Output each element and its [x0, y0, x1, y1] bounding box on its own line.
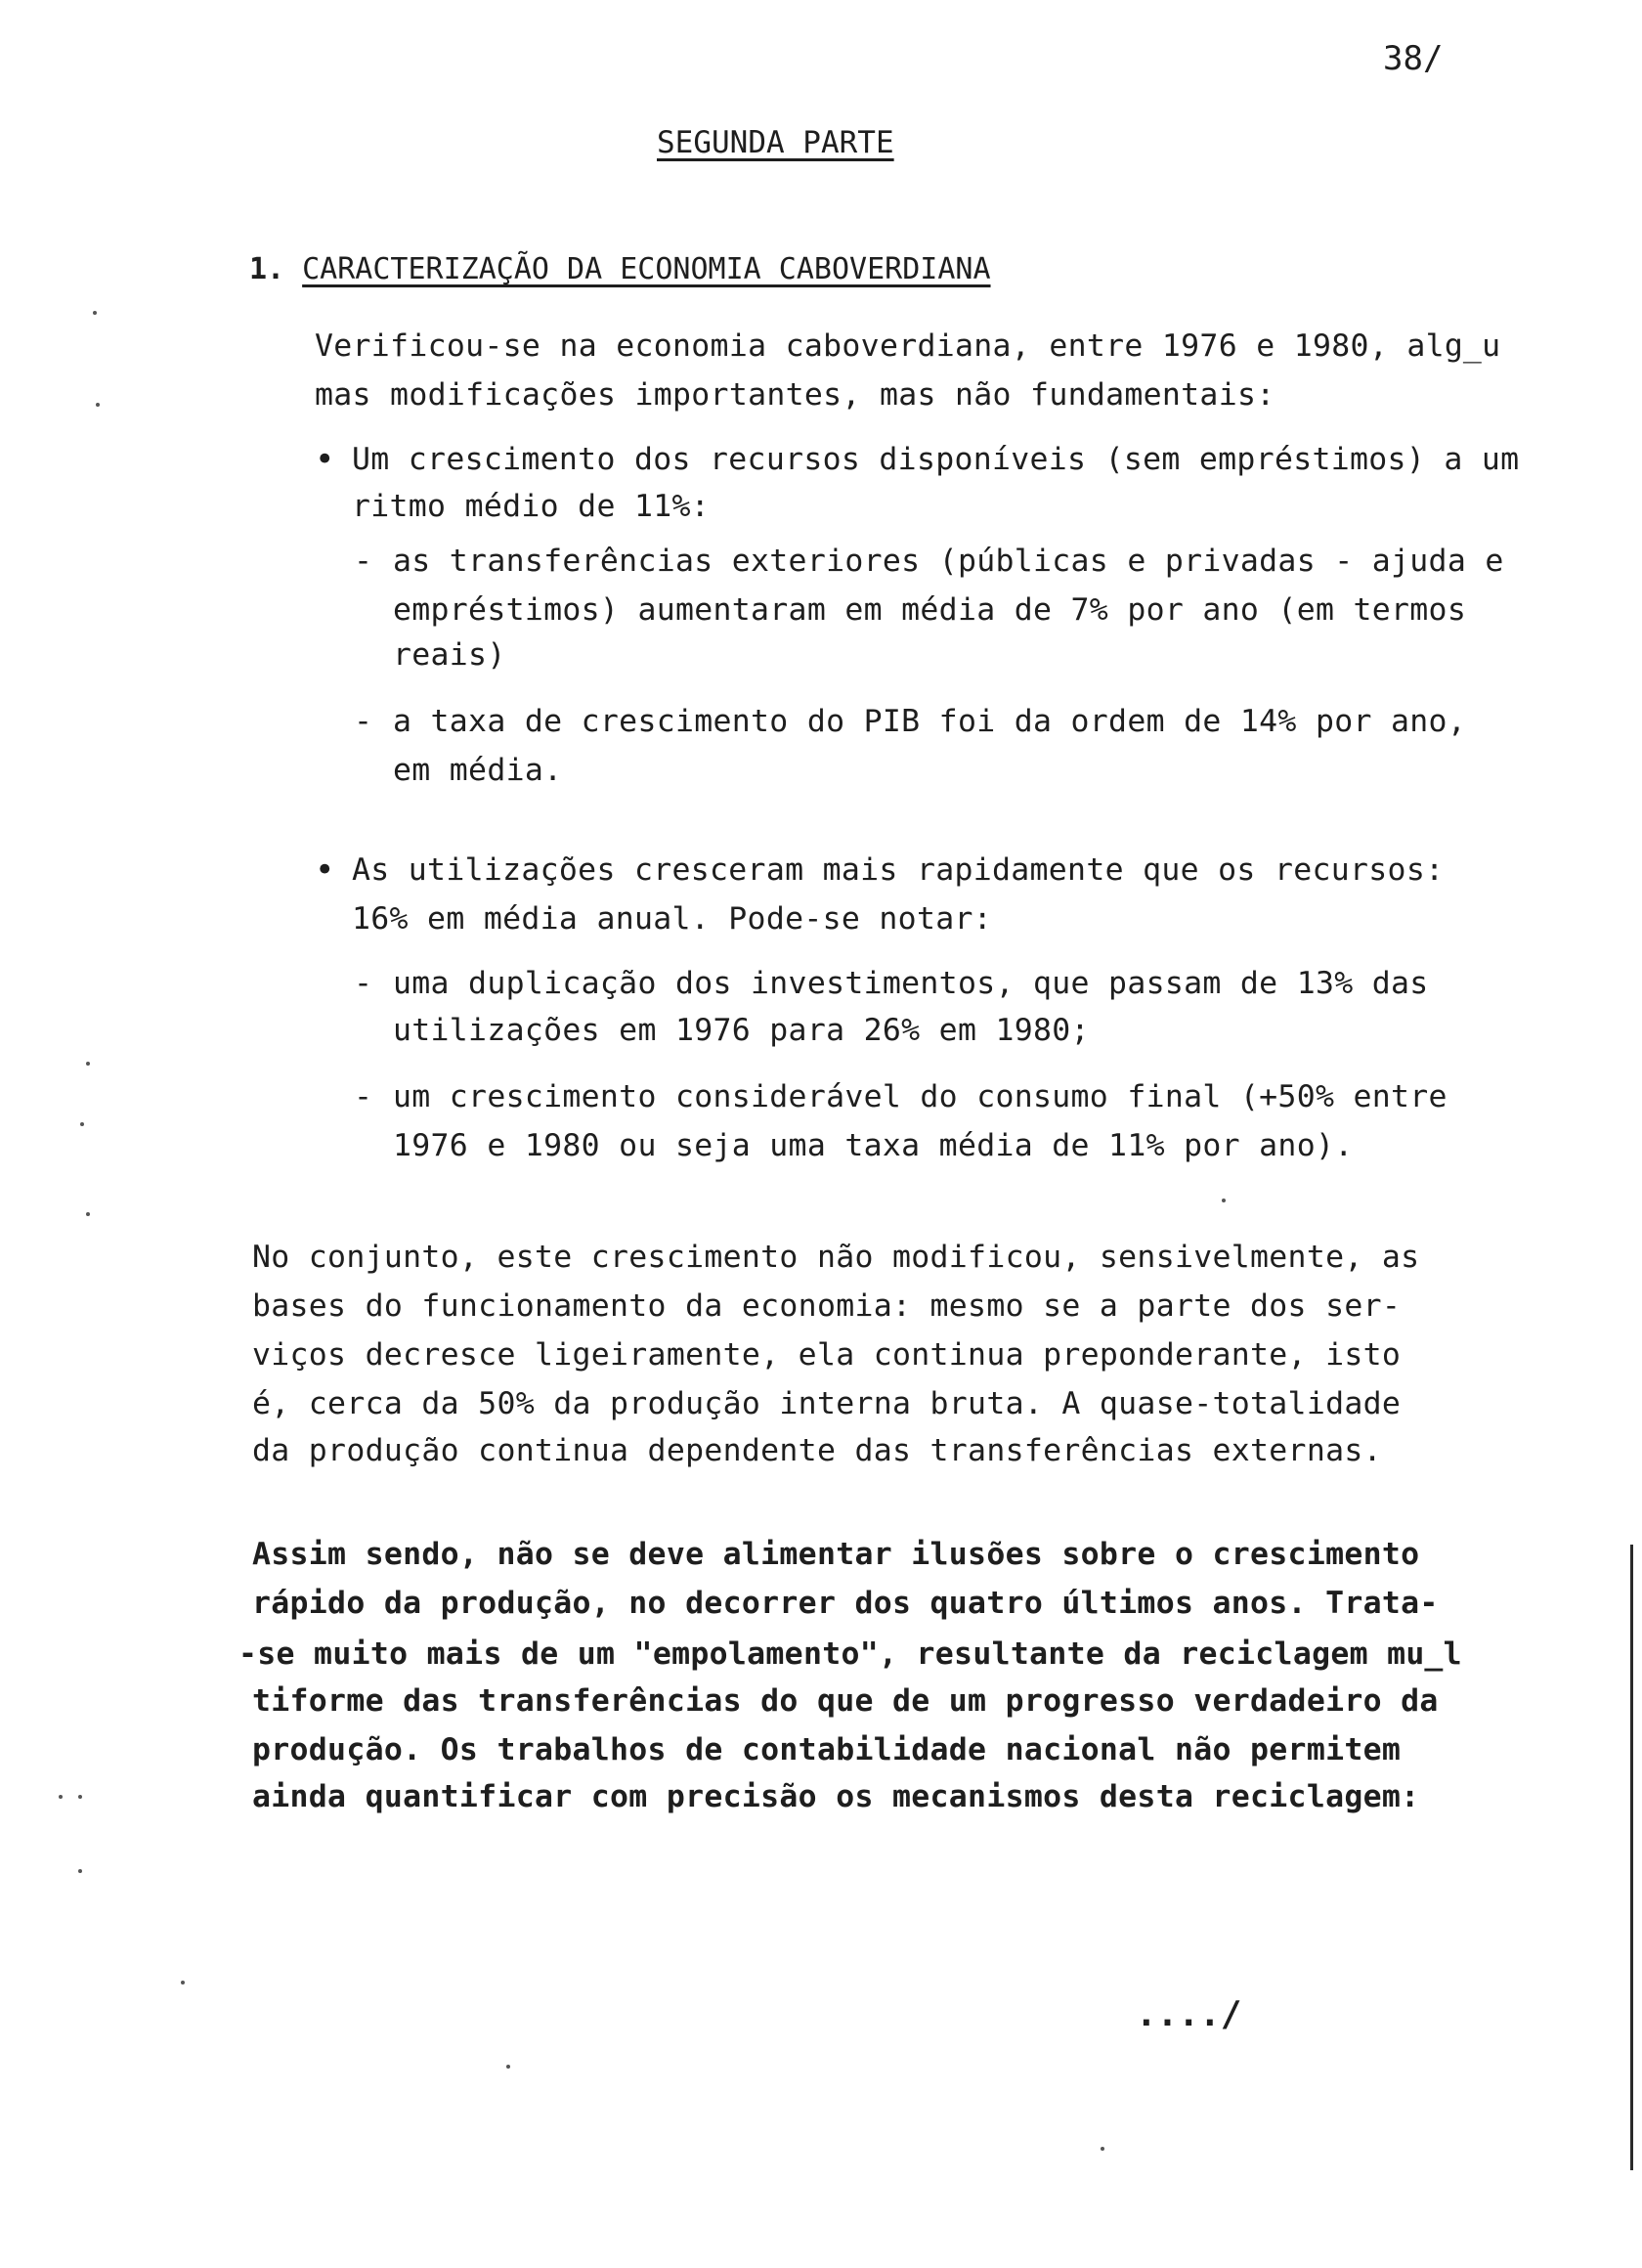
scan-speck [78, 1869, 82, 1873]
bullet-line: Um crescimento dos recursos disponíveis (sem empréstimos) a um [352, 442, 1520, 477]
dash-marker: - [354, 544, 373, 579]
subitem-line: a taxa de crescimento do PIB foi da ordem de 14% por ano, [393, 704, 1467, 739]
paragraph-line: rápido da produção, no decorrer dos quatro últimos anos. Trata- [252, 1586, 1439, 1621]
intro-line: Verificou-se na economia caboverdiana, entre 1976 e 1980, alg̲u [315, 328, 1501, 364]
scan-speck [78, 1795, 82, 1799]
page-number [1383, 39, 1443, 78]
page-number-text: 38/ [1383, 39, 1444, 78]
section-number: 1. [249, 252, 285, 286]
paragraph-line: viços decresce ligeiramente, ela continua preponderante, isto [252, 1337, 1402, 1373]
subitem-line: em média. [393, 753, 563, 788]
subitem-line: 1976 e 1980 ou seja uma taxa média de 11% por ano). [393, 1128, 1354, 1163]
subitem-line: empréstimos) aumentaram em média de 7% por ano (em termos [393, 592, 1467, 628]
scan-speck [59, 1795, 63, 1799]
scan-edge-line [1630, 1545, 1633, 2170]
bullet-line: ritmo médio de 11%: [352, 489, 711, 524]
subitem-line: as transferências exteriores (públicas e privadas - ajuda e [393, 544, 1504, 579]
scan-speck [181, 1981, 185, 1984]
paragraph-line: bases do funcionamento da economia: mesmo se a parte dos ser- [252, 1288, 1402, 1324]
scan-speck [86, 1062, 90, 1066]
dash-marker: - [354, 966, 373, 1001]
scan-speck [80, 1122, 84, 1126]
paragraph-line: é, cerca da 50% da produção interna bruta. A quase-totalidade [252, 1386, 1402, 1421]
dash-marker: - [354, 1079, 373, 1114]
bullet-marker: • [315, 440, 335, 479]
paragraph-line: produção. Os trabalhos de contabilidade nacional não permitem [252, 1732, 1402, 1767]
paragraph-line: tiforme das transferências do que de um progresso verdadeiro da [252, 1683, 1439, 1719]
bullet-line: As utilizações cresceram mais rapidamente que os recursos: [352, 852, 1445, 888]
paragraph-line: da produção continua dependente das transferências externas. [252, 1433, 1382, 1468]
dash-marker: - [354, 704, 373, 739]
subitem-line: uma duplicação dos investimentos, que passam de 13% das [393, 966, 1429, 1001]
paragraph-line: -se muito mais de um "empolamento", resultante da reciclagem mu̲l [238, 1636, 1462, 1672]
scan-speck [1222, 1199, 1226, 1202]
scan-speck [96, 403, 100, 407]
subitem-line: utilizações em 1976 para 26% em 1980; [393, 1013, 1090, 1048]
paragraph-line: ainda quantificar com precisão os mecanismos desta reciclagem: [252, 1779, 1420, 1814]
scan-speck [506, 2065, 510, 2069]
bullet-line: 16% em média anual. Pode-se notar: [352, 901, 992, 937]
scan-speck [93, 311, 97, 315]
continuation-mark: ..../ [1136, 1994, 1242, 2034]
paragraph-line: No conjunto, este crescimento não modificou, sensivelmente, as [252, 1240, 1420, 1275]
scan-speck [86, 1212, 90, 1216]
section-heading [249, 252, 991, 286]
subitem-line: um crescimento considerável do consumo final (+50% entre [393, 1079, 1448, 1114]
intro-line: mas modificações importantes, mas não fundamentais: [315, 377, 1275, 413]
section-title: CARACTERIZAÇÃO DA ECONOMIA CABOVERDIANA [302, 252, 991, 286]
paragraph-line: Assim sendo, não se deve alimentar ilusões sobre o crescimento [252, 1537, 1420, 1572]
subitem-line: reais) [393, 637, 506, 673]
part-title: SEGUNDA PARTE [657, 125, 894, 160]
scan-speck [1101, 2147, 1104, 2151]
bullet-marker: • [315, 850, 335, 890]
